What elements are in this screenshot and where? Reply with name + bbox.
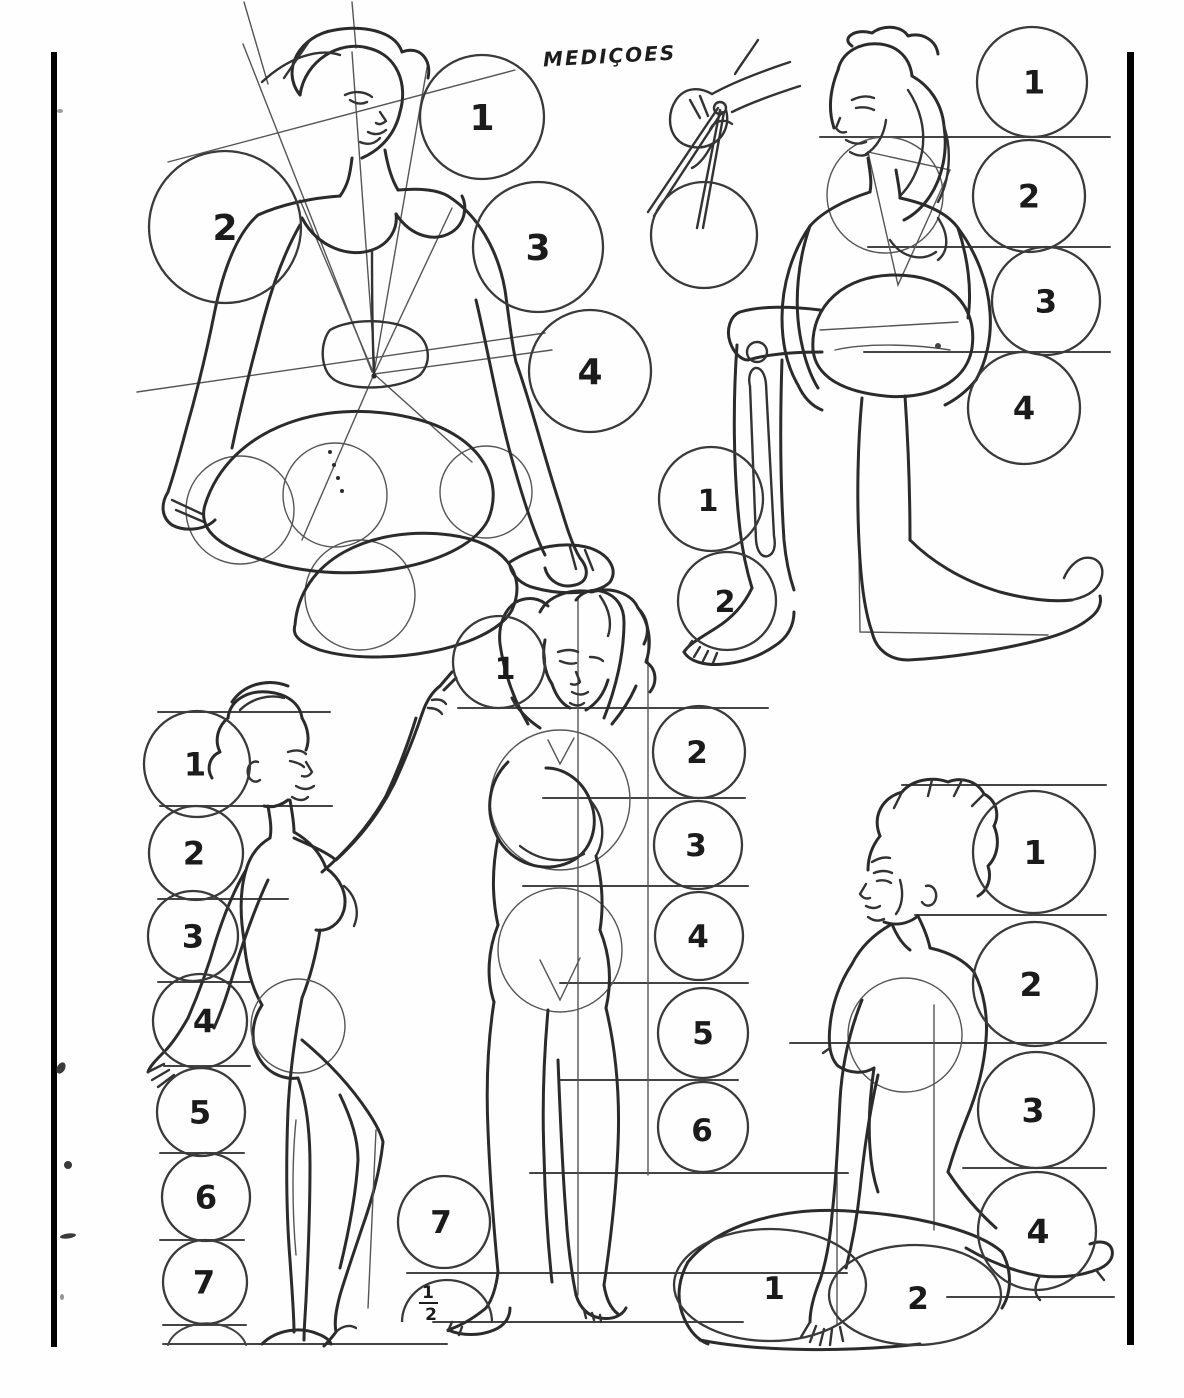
compass-hand-illustration xyxy=(648,40,800,288)
measure-label: 2 xyxy=(1017,177,1041,216)
left-margin-rule xyxy=(51,52,57,1347)
measure-label: 2 xyxy=(714,584,736,620)
right-margin-rule xyxy=(1127,52,1134,1345)
body-outline xyxy=(684,27,1102,664)
measure-label: 6 xyxy=(194,1178,218,1217)
fraction-denominator: 2 xyxy=(425,1305,437,1325)
measure-label: 4 xyxy=(1026,1211,1050,1251)
measure-lines xyxy=(790,785,1114,1297)
figure-standing-arms-raised xyxy=(398,590,848,1335)
measure-lines xyxy=(820,137,1110,352)
measure-label: 4 xyxy=(1012,389,1036,428)
figure-standing-pointing xyxy=(144,672,456,1346)
measure-label: 1 xyxy=(763,1271,785,1308)
construction-lines xyxy=(848,978,962,1230)
body-outline xyxy=(448,590,655,1335)
fraction-numerator: 1 xyxy=(422,1283,434,1303)
dotted-thigh-line xyxy=(328,450,344,493)
measure-label: 4 xyxy=(192,1002,216,1041)
measure-label: 7 xyxy=(430,1205,452,1242)
scan-specks xyxy=(55,109,77,1300)
half-fraction xyxy=(419,1283,438,1325)
measure-label: 3 xyxy=(685,828,707,865)
measure-label: 1 xyxy=(1022,63,1046,102)
hand-with-divider xyxy=(648,40,800,228)
measure-label: 2 xyxy=(686,735,708,772)
measure-label: 1 xyxy=(697,483,719,519)
measure-label: 3 xyxy=(181,917,205,956)
measure-label: 3 xyxy=(1021,1090,1045,1130)
measure-label: 4 xyxy=(687,919,709,956)
page-title: MEDIÇOES xyxy=(542,40,677,72)
measure-label: 1 xyxy=(1023,832,1047,872)
measure-label: 4 xyxy=(577,351,603,393)
measure-label: 3 xyxy=(1034,282,1058,321)
measure-label: 1 xyxy=(183,745,207,784)
measure-label: 2 xyxy=(907,1281,929,1318)
figure-seated-back xyxy=(674,779,1114,1349)
measure-label: 2 xyxy=(182,834,206,873)
body-outline xyxy=(679,779,1112,1349)
measure-label: 2 xyxy=(212,207,238,249)
measure-label: 7 xyxy=(192,1263,216,1302)
measure-label: 2 xyxy=(1019,964,1043,1004)
measure-label: 1 xyxy=(494,651,516,687)
measure-label: 5 xyxy=(692,1016,714,1053)
measure-label: 6 xyxy=(691,1113,713,1150)
measure-label: 1 xyxy=(469,97,495,139)
measure-label: 3 xyxy=(525,227,551,269)
figure-seated-three-quarter xyxy=(137,2,651,657)
measure-label: 5 xyxy=(188,1093,212,1132)
